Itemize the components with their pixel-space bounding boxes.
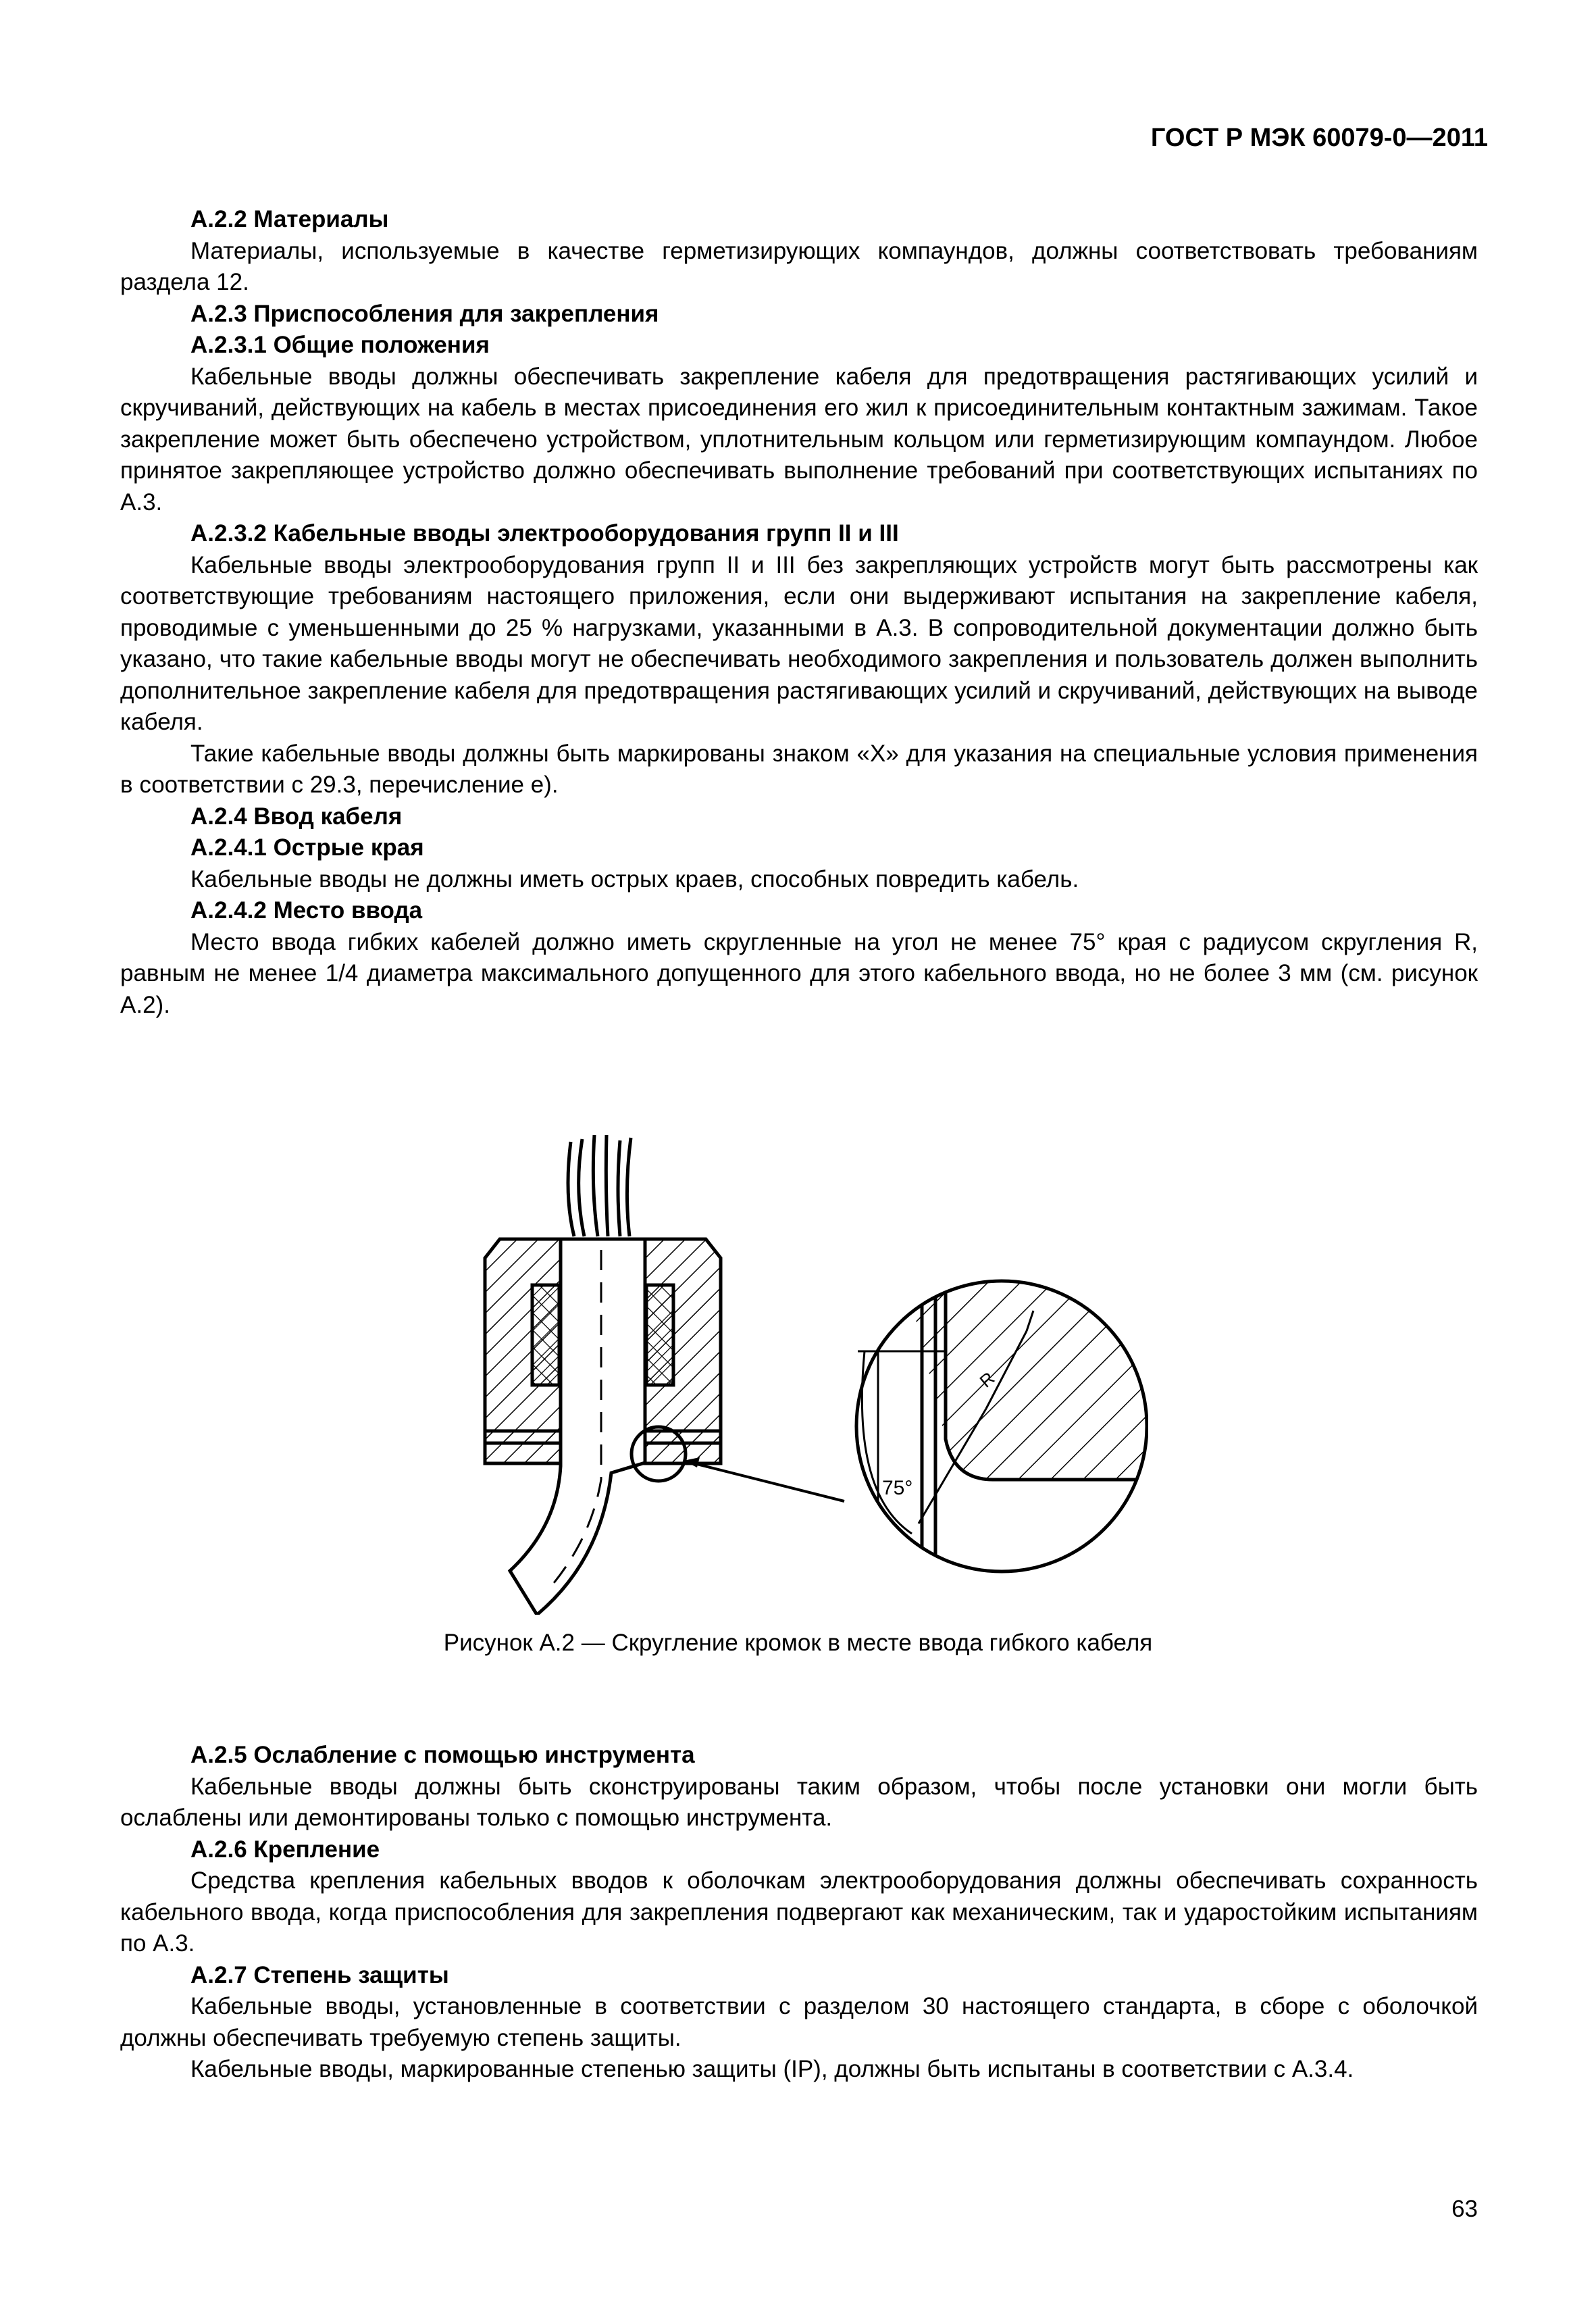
angle-label: 75° bbox=[882, 1477, 913, 1499]
section-heading: А.2.4 Ввод кабеля bbox=[190, 803, 403, 830]
paragraph: Материалы, используемые в качестве герметизирующих компаундов, должны соответствовать требованиям раздела 12. bbox=[120, 237, 1478, 295]
detail-arrow bbox=[684, 1461, 844, 1501]
section-heading: А.2.3.1 Общие положения bbox=[190, 332, 490, 358]
section-heading: А.2.7 Степень защиты bbox=[190, 1961, 449, 1988]
detail-view bbox=[856, 1277, 1148, 1588]
section-heading: А.2.3.2 Кабельные вводы электрооборудования групп II и III bbox=[190, 520, 899, 547]
section-heading: А.2.3 Приспособления для закрепления bbox=[190, 300, 659, 327]
cable-entry-figure bbox=[473, 1115, 1148, 1615]
radius-label: R bbox=[975, 1367, 999, 1392]
paragraph: Кабельные вводы, маркированные степенью защиты (IP), должны быть испытаны в соответствии с А.3.4. bbox=[190, 2056, 1354, 2082]
section-heading: А.2.6 Крепление bbox=[190, 1836, 380, 1863]
paragraph: Кабельные вводы должны быть сконструированы таким образом, чтобы после установки они могли быть ослаблены или демонтированы только с помощью инструмента. bbox=[120, 1773, 1478, 1831]
top-text-block bbox=[120, 204, 1478, 1021]
paragraph: Кабельные вводы должны обеспечивать закрепление кабеля для предотвращения растягивающих усилий и скручиваний, действующих на кабель в местах присоединения его жил к присоединительным контактным зажимам. Такое закрепление может быть обеспечено устройством, уплотнительным кольцом или герметизирующим компаундом. Любое принятое закрепляющее устройство должно обеспечивать выполнение требований при соответствующих испытаниях по А.3. bbox=[120, 363, 1478, 515]
paragraph: Кабельные вводы, установленные в соответствии с разделом 30 настоящего стандарта, в сборе с оболочкой должны обеспечивать требуемую степень защиты. bbox=[120, 1993, 1478, 2051]
paragraph: Кабельные вводы электрооборудования групп II и III без закрепляющих устройств могут быть рассмотрены как соответствующие требованиям настоящего приложения, если они выдерживают испытания на закрепление кабеля, проводимые с уменьшенными до 25 % нагрузками, указанными в А.3. В сопроводительной документации должно быть указано, что такие кабельные вводы могут не обеспечивать необходимого закрепления и пользователь должен выполнить дополнительное закрепление кабеля для предотвращения растягивающих усилий и скручиваний, действующих на выводе кабеля. bbox=[120, 551, 1478, 735]
figure-caption: Рисунок А.2 — Скругление кромок в месте ввода гибкого кабеля bbox=[443, 1630, 1153, 1656]
section-heading: А.2.2 Материалы bbox=[190, 206, 389, 232]
section-heading: А.2.4.1 Острые края bbox=[190, 834, 424, 861]
section-heading: А.2.4.2 Место ввода bbox=[190, 897, 423, 924]
cable-wires bbox=[568, 1135, 631, 1236]
paragraph: Средства крепления кабельных вводов к оболочкам электрооборудования должны обеспечивать сохранность кабельного ввода, когда приспособления для закрепления подвергают как механическим, так и ударостойким испытаниям по А.3. bbox=[120, 1867, 1478, 1957]
paragraph: Такие кабельные вводы должны быть маркированы знаком «Х» для указания на специальные условия применения в соответствии с 29.3, перечисление е). bbox=[120, 740, 1478, 798]
bottom-text-block bbox=[120, 1740, 1478, 2086]
paragraph: Кабельные вводы не должны иметь острых краев, способных повредить кабель. bbox=[190, 865, 1079, 892]
paragraph: Место ввода гибких кабелей должно иметь скругленные на угол не менее 75° края с радиусом скругления R, равным не менее 1/4 диаметра максимального допущенного для этого кабельного ввода, но не более 3 мм (см. рисунок А.2). bbox=[120, 928, 1478, 1018]
section-heading: А.2.5 Ослабление с помощью инструмента bbox=[190, 1742, 695, 1768]
page-number: 63 bbox=[1451, 2196, 1478, 2222]
standard-header: ГОСТ Р МЭК 60079-0—2011 bbox=[1150, 124, 1488, 152]
